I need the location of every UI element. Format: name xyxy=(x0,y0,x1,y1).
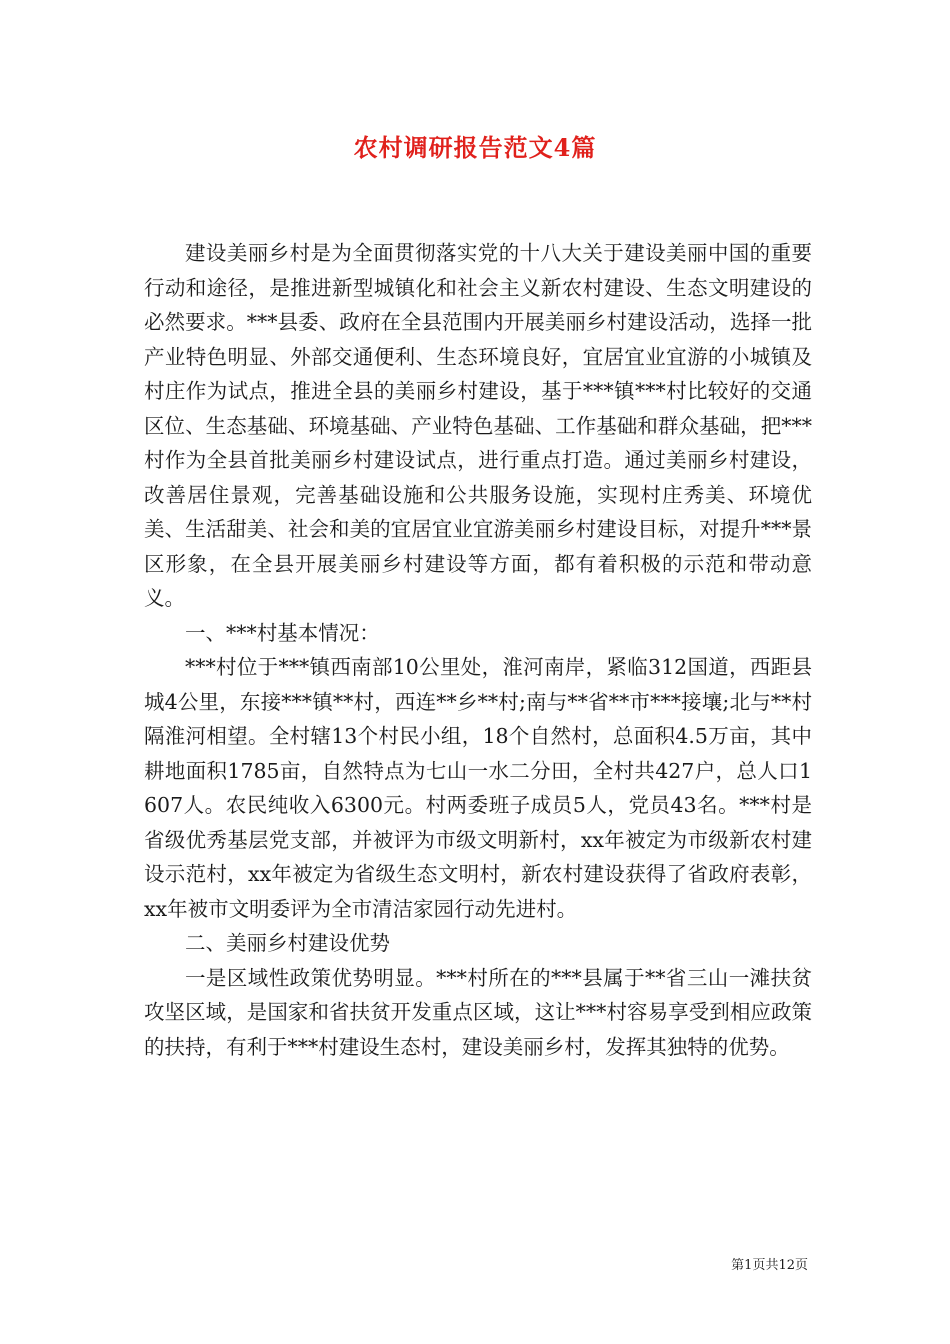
document-title: 农村调研报告范文4篇 xyxy=(353,133,597,162)
intro-paragraph: 建设美丽乡村是为全面贯彻落实党的十八大关于建设美丽中国的重要行动和途径，是推进新型城镇化和社会主义新农村建设、生态文明建设的必然要求。***县委、政府在全县范围内开展美丽乡村建设活动，选择一批产业特色明显、外部交通便利、生态环境良好，宜居宜业宜游的小城镇及村庄作为试点，推进全县的美丽乡村建设，基于***镇***村比较好的交通区位、生态基础、环境基础、产业特色基础、工作基础和群众基础，把***村作为全县首批美丽乡村建设试点，进行重点打造。通过美丽乡村建设，改善居住景观，完善基础设施和公共服务设施，实现村庄秀美、环境优美、生活甜美、社会和美的宜居宜业宜游美丽乡村建设目标，对提升***景区形象，在全县开展美丽乡村建设等方面，都有着积极的示范和带动意义。 xyxy=(144,241,812,610)
basic-info-paragraph: ***村位于***镇西南部10公里处，淮河南岸，紧临312国道，西距县城4公里，东接***镇**村，西连**乡**村;南与**省**市***接壤;北与**村隔淮河相望。全村辖13个村民小组，18个自然村，总面积4.5万亩，其中耕地面积1785亩，自然特点为七山一水二分田，全村共427户，总人口1607人。农民纯收入6300元。村两委班子成员5人，党员43名。***村是省级优秀基层党支部，并被评为市级文明新村，xx年被定为市级新农村建设示范村，xx年被定为省级生态文明村，新农村建设获得了省政府表彰，xx年被市文明委评为全市清洁家园行动先进村。 xyxy=(144,655,812,921)
section-heading-1: 一、***村基本情况： xyxy=(185,620,380,645)
section-heading-2: 二、美丽乡村建设优势 xyxy=(185,931,390,955)
advantage-paragraph: 一是区域性政策优势明显。***村所在的***县属于**省三山一滩扶贫攻坚区域，是国家和省扶贫开发重点区域，这让***村容易享受到相应政策的扶持，有利于***村建设生态村，建设美丽乡村，发挥其独特的优势。 xyxy=(144,965,812,1059)
page-number: 第1页共12页 xyxy=(731,1258,808,1273)
document-body xyxy=(144,236,812,1064)
